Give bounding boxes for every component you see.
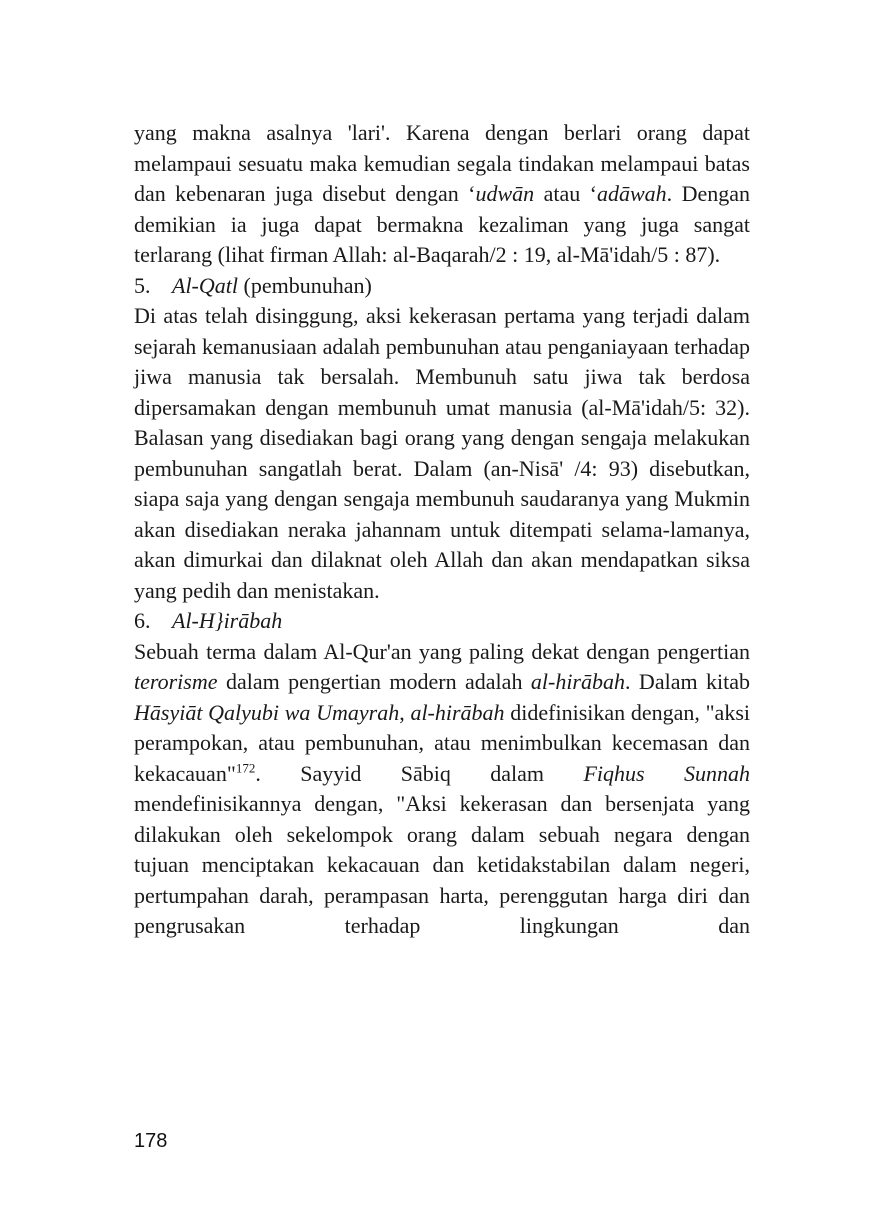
italic-term: Hāsyiāt Qalyubi wa Umayrah: [134, 699, 400, 725]
italic-term: Al-Qatl: [172, 272, 238, 298]
list-item-5-heading: [134, 271, 750, 302]
text-run: didefinisikan dengan, "aksi perampokan, atau pembunuhan, atau menimbulkan kecemasan dan kekacauan": [134, 699, 750, 786]
list-item-5-body: Di atas telah disinggung, aksi kekerasan pertama yang terjadi dalam sejarah kemanusiaan adalah pembunuhan atau penganiayaan terhadap jiwa manusia tak bersalah. Membunuh satu jiwa tak berdosa dipersamakan dengan membunuh umat manusia (al-Mā'idah/5: 32). Balasan yang disediakan bagi orang yang dengan sengaja melakukan pembunuhan sangatlah berat. Dalam (an-Nisā' /4: 93) disebutkan, siapa saja yang dengan sengaja membunuh saudaranya yang Mukmin akan disediakan neraka jahannam untuk ditempati selama-lamanya, akan dimurkai dan dilaknat oleh Allah dan akan mendapatkan siksa yang pedih dan menistakan.: [134, 303, 750, 603]
continuation-paragraph: [134, 118, 750, 271]
list-number: 6.: [134, 608, 151, 633]
italic-term: udwān: [475, 181, 535, 206]
italic-term: al-hirābah: [410, 699, 505, 725]
item-title: [172, 271, 372, 302]
footnote-reference[interactable]: 172: [235, 760, 256, 776]
text-run: . Sayyid Sābiq dalam: [255, 760, 584, 786]
page-number: 178: [134, 1130, 168, 1152]
list-number: 5.: [134, 272, 151, 298]
italic-term: adāwah: [596, 181, 667, 206]
text-run: atau ‘: [534, 181, 597, 206]
text-run: Sebuah terma dalam Al-Qur'an yang paling dekat dengan pengertian: [134, 638, 750, 664]
list-item-6-heading: [134, 606, 750, 637]
text-run: . Dengan demikian ia juga dapat bermakna kezaliman yang juga sangat terlarang (lihat firman Allah: al-Baqarah/2 : 19, al-Mā'idah/5 : 87).: [134, 181, 751, 267]
italic-term: Fiqhus Sunnah: [583, 760, 750, 786]
text-run: (pembunuhan): [238, 272, 372, 298]
text-run: dalam pengertian modern adalah: [217, 669, 531, 694]
italic-term: terorisme: [134, 669, 218, 694]
page-body: [134, 118, 750, 942]
item-title: Al-H}irābah: [172, 608, 283, 633]
text-run: . Dalam kitab: [625, 669, 750, 694]
text-run: mendefinisikannya dengan, "Aksi kekerasan dan bersenjata yang dilakukan oleh sekelompok orang dalam sebuah negara dengan tujuan menciptakan kekacauan dan ketidakstabilan dalam negeri, pertumpahan darah, perampasan harta, perenggutan harga diri dan pengrusakan terhadap lingkungan dan: [134, 791, 750, 938]
text-run: yang makna asalnya 'lari'. Karena dengan berlari orang dapat melampaui sesuatu maka kemudian segala tindakan melampaui batas dan kebenaran juga disebut dengan ‘: [134, 120, 750, 206]
text-run: ,: [399, 699, 411, 725]
list-item-6-body: [134, 637, 750, 942]
italic-term: al-hirābah: [530, 669, 625, 694]
